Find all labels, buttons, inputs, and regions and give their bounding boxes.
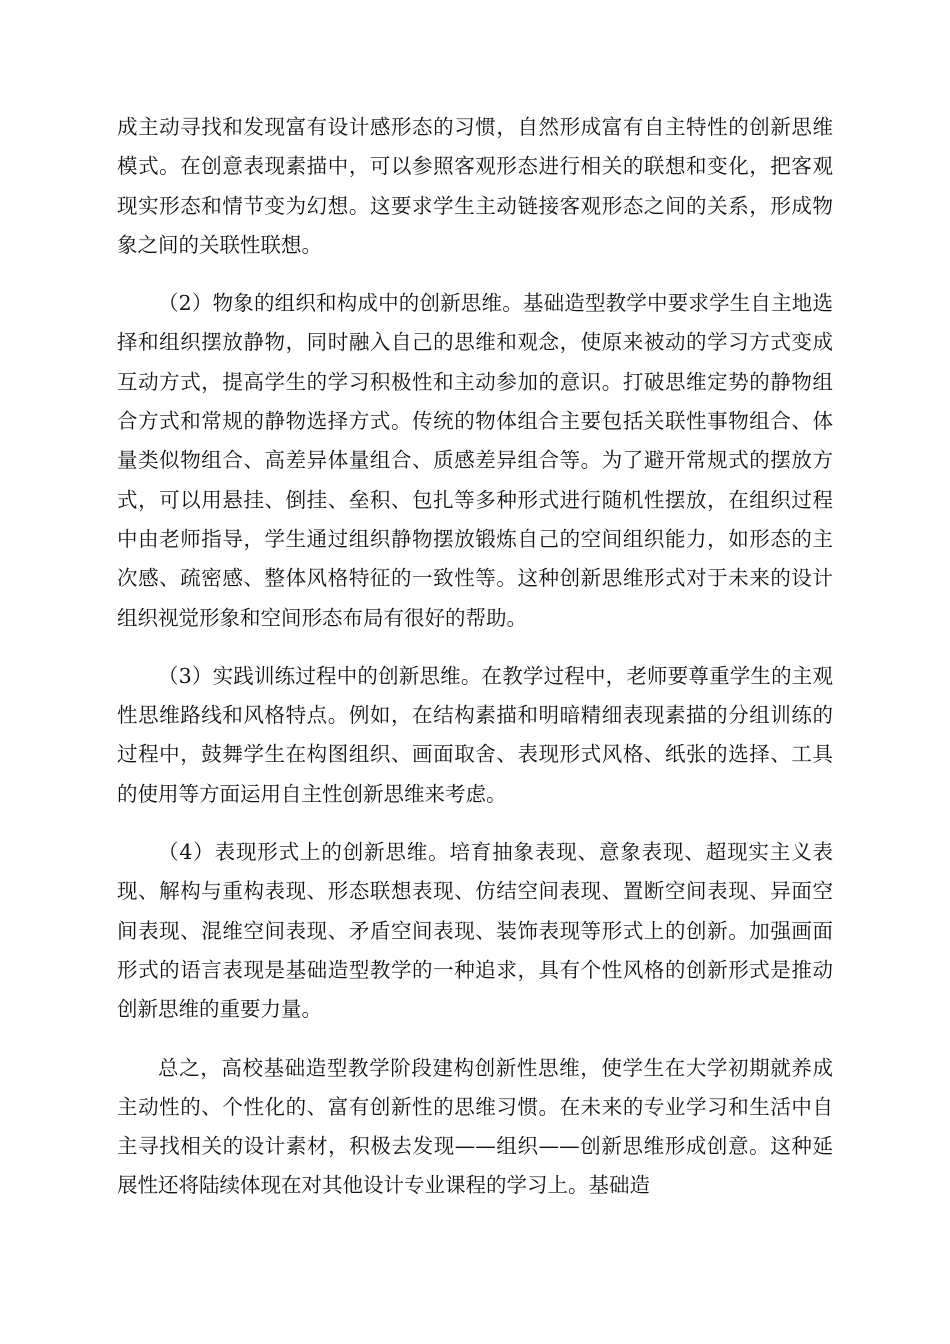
paragraph-practice-training: （3）实践训练过程中的创新思维。在教学过程中，老师要尊重学生的主观性思维路线和风格特点。例如，在结构素描和明暗精细表现素描的分组训练的过程中，鼓舞学生在构图组织、画面取舍、表现形式风格、纸张的选择、工具的使用等方面运用自主性创新思维来考虑。 [117, 663, 833, 806]
paragraph-expression-forms: （4）表现形式上的创新思维。培育抽象表现、意象表现、超现实主义表现、解构与重构表现、形态联想表现、仿结空间表现、置断空间表现、异面空间表现、混维空间表现、矛盾空间表现、装饰表现等形式上的创新。加强画面形式的语言表现是基础造型教学的一种追求，具有个性风格的创新形式是推动创新思维的重要力量。 [117, 840, 833, 1022]
paragraph-continuation: 成主动寻找和发现富有设计感形态的习惯，自然形成富有自主特性的创新思维模式。在创意表现素描中，可以参照客观形态进行相关的联想和变化，把客观现实形态和情节变为幻想。这要求学生主动链接客观形态之间的关系，形成物象之间的关联性联想。 [117, 115, 833, 257]
paragraph-summary: 总之，高校基础造型教学阶段建构创新性思维，使学生在大学初期就养成主动性的、个性化的、富有创新性的思维习惯。在未来的专业学习和生活中自主寻找相关的设计素材，积极去发现——组织——创新思维形成创意。这种延展性还将陆续体现在对其他设计专业课程的学习上。基础造 [117, 1055, 833, 1198]
paragraph-object-organization: （2）物象的组织和构成中的创新思维。基础造型教学中要求学生自主地选择和组织摆放静物，同时融入自己的思维和观念，使原来被动的学习方式变成互动方式，提高学生的学习积极性和主动参加的意识。打破思维定势的静物组合方式和常规的静物选择方式。传统的物体组合主要包括关联性事物组合、体量类似物组合、高差异体量组合、质感差异组合等。为了避开常规式的摆放方式，可以用悬挂、倒挂、垒积、包扎等多种形式进行随机性摆放，在组织过程中由老师指导，学生通过组织静物摆放锻炼自己的空间组织能力，如形态的主次感、疏密感、整体风格特征的一致性等。这种创新思维形式对于未来的设计组织视觉形象和空间形态布局有很好的帮助。 [117, 291, 833, 630]
document-body [117, 108, 833, 1225]
